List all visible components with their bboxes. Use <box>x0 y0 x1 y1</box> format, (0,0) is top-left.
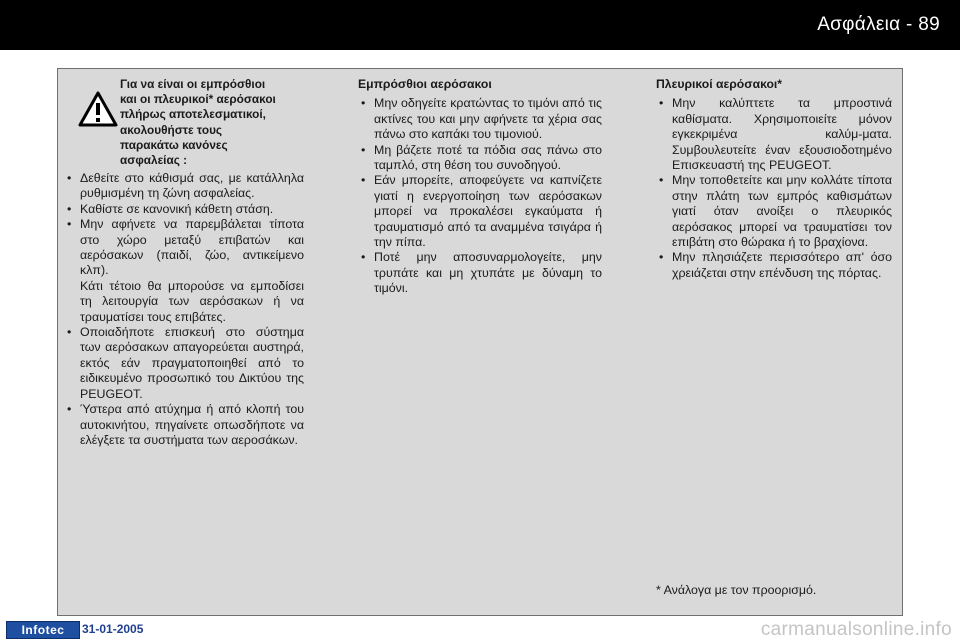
warning-line: ακολουθήστε τους <box>120 122 223 137</box>
list-item: • Μην καλύπτετε τα μπροστινά καθίσματα. Χρησιμοποιείτε μόνον εγκεκριμένα καλύμ-ματα. Συμβουλευτείτε έναν εξουσιοδοτημένο Επισκευαστή της PEUGEOT. <box>656 96 892 173</box>
page-footer <box>0 618 960 640</box>
list-item: • Μην αφήνετε να παρεμβάλεται τίποτα στο χώρο μεταξύ επιβατών και αερόσακων (παιδί, ζώο, αντικείμενο κλπ). <box>64 217 304 279</box>
list-item: • Μην τοποθετείτε και μην κολλάτε τίποτα στην πλάτη των εμπρός καθισμάτων γιατί όταν ανοίξει ο πλευρικός αερόσακος μπορεί να τραυματίσει τον επιβάτη στο θώρακα ή το βραχίονα. <box>656 173 892 250</box>
safety-rules-list <box>64 171 304 279</box>
warning-line: παρακάτω κανόνες <box>120 137 228 152</box>
left-column <box>64 77 304 448</box>
list-item: • Ύστερα από ατύχημα ή από κλοπή του αυτοκινήτου, πηγαίνετε οπωσδήποτε να ελέγξετε τα συστήματα των αεροσάκων. <box>64 402 304 448</box>
list-item: • Καθίστε σε κανονική κάθετη στάση. <box>64 202 304 217</box>
list-item: • Δεθείτε στο κάθισμά σας, με κατάλληλα ρυθμισμένη τη ζώνη ασφαλείας. <box>64 171 304 202</box>
warning-triangle-icon <box>78 91 118 127</box>
list-item: • Ποτέ μην αποσυναρμολογείτε, μην τρυπάτε και μη χτυπάτε με δύναμη το τιμόνι. <box>358 250 602 296</box>
list-item: • Μην πλησιάζετε περισσότερο απ' όσο χρειάζεται στην επένδυση της πόρτας. <box>656 250 892 281</box>
warning-block <box>64 77 304 171</box>
section-heading-front-airbags: Εμπρόσθιοι αερόσακοι <box>358 77 492 91</box>
watermark: carmanualsonline.info <box>760 619 952 640</box>
warning-text <box>120 77 304 168</box>
list-item: • Μην οδηγείτε κρατώντας το τιμόνι από τις ακτίνες του και μην αφήνετε τα χέρια σας πάνω στο καπάκι του τιμονιού. <box>358 96 602 142</box>
safety-rules-list-continued <box>64 325 304 448</box>
right-column <box>656 77 892 281</box>
list-item: • Μη βάζετε ποτέ τα πόδια σας πάνω στο ταμπλό, στη θέση του συνοδηγού. <box>358 143 602 174</box>
middle-column <box>358 77 602 297</box>
infotec-logo: Infotec <box>6 621 80 639</box>
front-airbags-list <box>358 96 602 296</box>
warning-line: πλήρως αποτελεσματικοί, <box>120 107 266 122</box>
list-item: • Εάν μπορείτε, αποφεύγετε να καπνίζετε γιατί η ενεργοποίηση των αερόσακων μπορεί να προκαλέσει εγκαύματα ή τραυματισμό από τα αναμμένα τσιγάρα ή την πίπα. <box>358 173 602 250</box>
section-heading-side-airbags: Πλευρικοί αερόσακοι* <box>656 77 783 91</box>
side-airbags-list <box>656 96 892 281</box>
content-panel <box>57 68 903 616</box>
page-header <box>0 0 960 50</box>
list-item-continuation: Κάτι τέτοιο θα μπορούσε να εμποδίσει τη λειτουργία των αερόσακων ή να τραυματίσει τους επιβάτες. <box>80 278 304 324</box>
warning-line: ασφαλείας : <box>120 153 188 168</box>
footer-date: 31-01-2005 <box>82 622 144 636</box>
warning-line: Για να είναι οι εμπρόσθιοι <box>120 77 266 91</box>
page-title: Ασφάλεια - 89 <box>817 14 940 35</box>
footnote: * Ανάλογα με τον προορισμό. <box>656 583 817 597</box>
list-item: • Οποιαδήποτε επισκευή στο σύστημα των αερόσακων απαγορεύεται αυστηρά, εκτός εάν πραγματοποιηθεί από το ειδικευμένο προσωπικό του Δικτύου της PEUGEOT. <box>64 325 304 402</box>
warning-line: και οι πλευρικοί* αερόσακοι <box>120 92 276 107</box>
